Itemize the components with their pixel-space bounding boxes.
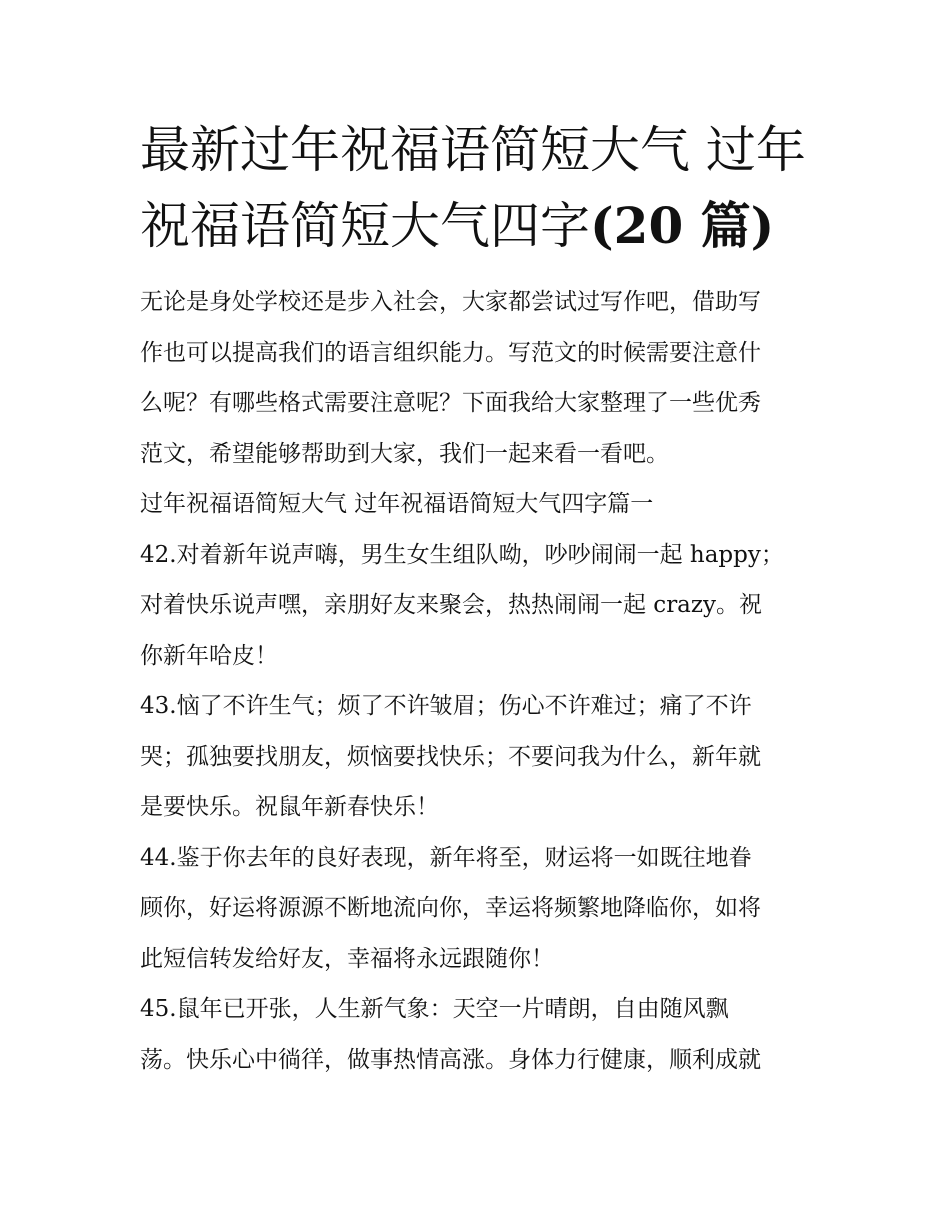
page-title	[140, 112, 820, 264]
text-line: 42.对着新年说声嗨，男生女生组队呦，吵吵闹闹一起 happy；	[140, 541, 784, 568]
text-line: 此短信转发给好友，幸福将永远跟随你！	[140, 945, 554, 972]
title-count: (20 篇)	[590, 196, 775, 255]
text-line: 45.鼠年已开张，人生新气象：天空一片晴朗，自由随风飘	[140, 996, 729, 1022]
text-line: 么呢？有哪些格式需要注意呢？下面我给大家整理了一些优秀	[140, 390, 761, 416]
text-line: 哭；孤独要找朋友，烦恼要找快乐；不要问我为什么，新年就	[140, 743, 761, 770]
title-line-2: 祝福语简短大气四字	[140, 197, 590, 255]
text-line: 顾你，好运将源源不断地流向你，幸运将频繁地降临你，如将	[140, 895, 761, 921]
text-line: 作也可以提高我们的语言组织能力。写范文的时候需要注意什	[140, 339, 761, 366]
text-line: 对着快乐说声嘿，亲朋好友来聚会，热热闹闹一起 crazy。祝	[140, 592, 763, 618]
text-line: 范文，希望能够帮助到大家，我们一起来看一看吧。	[140, 440, 669, 467]
text-line: 是要快乐。祝鼠年新春快乐！	[140, 794, 439, 820]
title-line-1: 最新过年祝福语简短大气 过年	[140, 121, 806, 179]
text-line: 荡。快乐心中徜徉，做事热情高涨。身体力行健康，顺利成就	[140, 1046, 761, 1073]
text-line: 无论是身处学校还是步入社会，大家都尝试过写作吧，借助写	[140, 289, 761, 315]
text-line: 你新年哈皮！	[140, 642, 278, 669]
body-text	[140, 277, 816, 1085]
text-line: 43.恼了不许生气；烦了不许皱眉；伤心不许难过；痛了不许	[140, 693, 752, 719]
text-line: 44.鉴于你去年的良好表现，新年将至，财运将一如既往地眷	[140, 844, 752, 871]
section-heading: 过年祝福语简短大气 过年祝福语简短大气四字篇一	[140, 491, 654, 517]
